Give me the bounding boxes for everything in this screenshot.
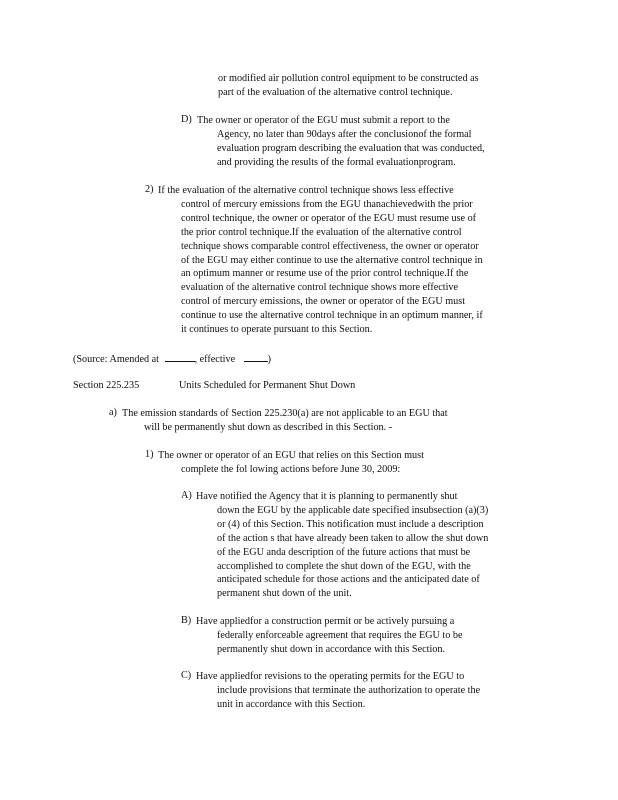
text-line: permanently shut down in accordance with this Section. xyxy=(217,643,446,655)
text-line: complete the fol lowing actions before June 30, 2009: xyxy=(181,463,401,475)
text-line: Agency, no later than 90days after the conclusionof the formal xyxy=(217,128,472,140)
item-a-upper-paragraph xyxy=(196,490,536,601)
text-line: include provisions that terminate the authorization to operate the xyxy=(217,684,481,696)
text-line: technique shows comparable control effectiveness, the owner or operator xyxy=(181,240,479,252)
item-marker-d: D) xyxy=(181,114,192,125)
text-line: anticipated schedule for those actions and the anticipated date of xyxy=(217,574,480,586)
text-line: control of mercury emissions, the owner or operator of the EGU must xyxy=(181,296,466,308)
text-line: The emission standards of Section 225.230(a) are not applicable to an EGU that xyxy=(122,408,448,419)
text-line: or modified air pollution control equipment to be constructed as xyxy=(218,73,479,84)
item-marker-1: 1) xyxy=(145,449,154,460)
section-title: Units Scheduled for Permanent Shut Down xyxy=(179,380,356,391)
item-a-paragraph xyxy=(122,407,522,435)
item-c-paragraph xyxy=(196,670,536,712)
continuation-paragraph xyxy=(218,72,548,100)
text-line: The owner or operator of an EGU that relies on this Section must xyxy=(158,450,424,461)
text-line: accomplished to complete the shut down of the EGU, with the xyxy=(217,560,471,572)
item-marker-a-upper: A) xyxy=(181,490,192,501)
item-2-paragraph xyxy=(158,184,548,337)
item-marker-c: C) xyxy=(181,670,192,681)
text-line: continue to use the alternative control technique in an optimum manner, if xyxy=(181,310,483,322)
text-line: control technique, the owner or operator of the EGU must resume use of xyxy=(181,212,477,224)
section-heading xyxy=(73,379,403,393)
text-line: or (4) of this Section. This notification must include a description xyxy=(217,518,484,530)
date-blank xyxy=(244,352,268,362)
section-number: Section 225.235 xyxy=(73,380,140,391)
text-line: down the EGU by the applicable date specified insubsection (a)(3) xyxy=(217,504,489,516)
text-line: evaluation program describing the evaluation that was conducted, xyxy=(217,142,485,154)
source-prefix: (Source: Amended at xyxy=(73,354,160,365)
text-line: of the EGU anda description of the future actions that must be xyxy=(217,546,471,558)
text-line: of the action s that have already been taken to allow the shut down xyxy=(217,532,489,544)
item-b-paragraph xyxy=(196,615,516,657)
text-line: Have notified the Agency that it is planning to permanently shut xyxy=(196,491,458,502)
text-line: will be permanently shut down as described in this Section. - xyxy=(144,421,393,433)
text-line: and providing the results of the formal evaluationprogram. xyxy=(217,156,456,168)
text-line: it continues to operate pursuant to this Section. xyxy=(181,324,373,336)
item-marker-b: B) xyxy=(181,615,192,626)
item-marker-2: 2) xyxy=(145,184,154,195)
text-line: an optimum manner or resume use of the prior control technique.If the xyxy=(181,268,469,280)
source-note xyxy=(73,352,333,367)
text-line: part of the evaluation of the alternative control technique. xyxy=(218,86,453,98)
text-line: unit in accordance with this Section. xyxy=(217,698,366,710)
text-line: Have appliedfor revisions to the operating permits for the EGU to xyxy=(196,671,465,682)
text-line: the prior control technique.If the evaluation of the alternative control xyxy=(181,226,462,238)
source-suffix: ) xyxy=(267,354,272,365)
text-line: federally enforceable agreement that requires the EGU to be xyxy=(217,629,463,641)
text-line: Have appliedfor a construction permit or be actively pursuing a xyxy=(196,616,455,627)
date-blank xyxy=(165,352,195,362)
text-line: evaluation of the alternative control technique shows more effective xyxy=(181,282,459,294)
text-line: permanent shut down of the unit. xyxy=(217,588,352,600)
text-line: If the evaluation of the alternative control technique shows less effective xyxy=(158,185,454,196)
text-line: of the EGU may either continue to use the alternative control technique in xyxy=(181,254,483,266)
text-line: The owner or operator of the EGU must submit a report to the xyxy=(197,115,450,126)
text-line: control of mercury emissions from the EGU thanachievedwith the prior xyxy=(181,198,473,210)
item-marker-a: a) xyxy=(109,407,117,418)
item-d-paragraph xyxy=(197,114,537,170)
source-middle: , effective xyxy=(194,354,236,365)
item-1-paragraph xyxy=(158,449,488,477)
